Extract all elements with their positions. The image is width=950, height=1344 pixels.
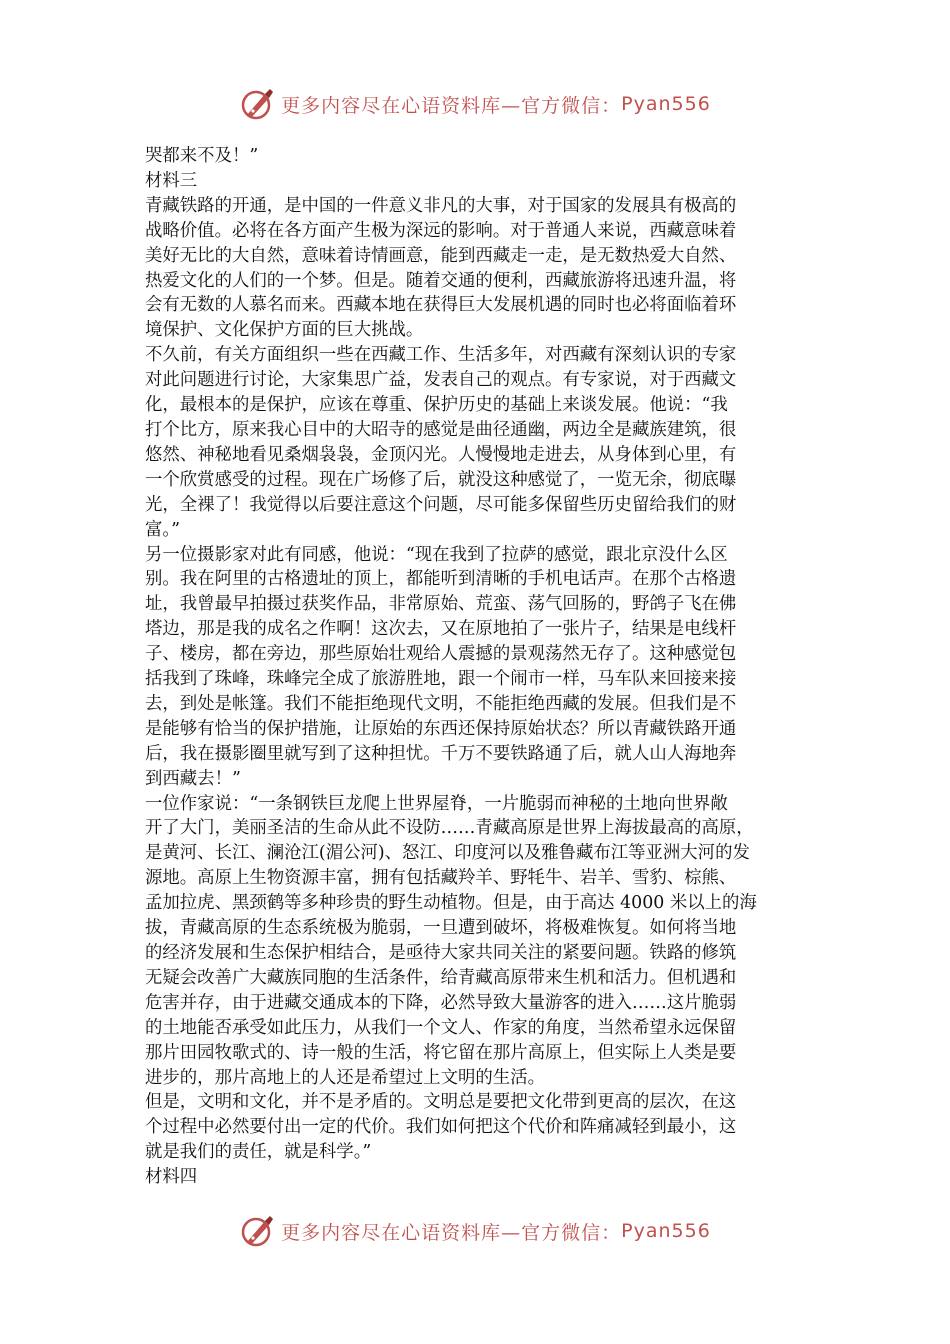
text-line: 热爱文化的人们的一个梦。但是。随着交通的便利，西藏旅游将迅速升温，将 [145, 270, 737, 291]
text-line: 境保护、文化保护方面的巨大挑战。 [145, 320, 424, 341]
footer-banner [0, 1211, 950, 1251]
text-line: 源地。高原上生物资源丰富，拥有包括藏羚羊、野牦牛、岩羊、雪豹、棕熊、 [145, 868, 737, 889]
header-banner [0, 84, 950, 124]
text-line: 塔边，那是我的成名之作啊！这次去，又在原地拍了一张片子，结果是电线杆 [145, 619, 737, 640]
text-line: 个过程中必然要付出一定的代价。我们如何把这个代价和阵痛减轻到最小，这 [145, 1117, 737, 1138]
text-line: 到西藏去！” [145, 768, 241, 789]
banner-text: 更多内容尽在心语资料库—官方微信： [281, 1221, 622, 1244]
wechat-id: Pyan556 [621, 1220, 711, 1242]
text-line: 后，我在摄影圈里就写到了这种担忧。千万不要铁路通了后，就人山人海地奔 [145, 743, 737, 764]
text-line: 进步的，那片高地上的人还是希望过上文明的生活。 [145, 1067, 545, 1088]
text-line: 拔，青藏高原的生态系统极为脆弱，一旦遭到破坏，将极难恢复。如何将当地 [145, 918, 737, 939]
text-line: 材料四 [145, 1167, 198, 1188]
text-line: 孟加拉虎、黑颈鹤等多种珍贵的野生动植物。但是，由于高达 4000 米以上的海 [145, 893, 757, 914]
text-line: 会有无数的人慕名而来。西藏本地在获得巨大发展机遇的同时也必将面临着环 [145, 295, 737, 316]
text-line: 开了大门，美丽圣洁的生命从此不设防……青藏高原是世界上海拔最高的高原， [145, 818, 754, 839]
text-line: 去，到处是帐篷。我们不能拒绝现代文明，不能拒绝西藏的发展。但我们是不 [145, 693, 737, 714]
text-line: 是能够有恰当的保护措施，让原始的东西还保持原始状态？所以青藏铁路开通 [145, 718, 737, 739]
text-line: 的经济发展和生态保护相结合，是亟待大家共同关注的紧要问题。铁路的修筑 [145, 943, 737, 963]
text-line: 打个比方，原来我心目中的大昭寺的感觉是曲径通幽，两边全是藏族建筑，很 [145, 419, 737, 440]
text-line: 括我到了珠峰，珠峰完全成了旅游胜地，跟一个闹市一样，马车队来回接来接 [145, 669, 737, 690]
text-line: 不久前，有关方面组织一些在西藏工作、生活多年，对西藏有深刻认识的专家 [145, 345, 737, 366]
text-line: 子、楼房，都在旁边，那些原始壮观给人震撼的景观荡然无存了。这种感觉包 [145, 644, 737, 665]
text-line: 是黄河、长江、澜沧江(湄公河)、怒江、印度河以及雅鲁藏布江等亚洲大河的发 [145, 843, 750, 864]
text-line: 悠然、神秘地看见桑烟袅袅，金顶闪光。人慢慢地走进去，从身体到心里，有 [145, 444, 737, 465]
text-line: 的土地能否承受如此压力，从我们一个文人、作家的角度，当然希望永远保留 [145, 1017, 737, 1038]
wechat-id: Pyan556 [621, 93, 711, 115]
text-line: 但是，文明和文化，并不是矛盾的。文明总是要把文化带到更高的层次，在这 [145, 1092, 737, 1113]
pen-nib-logo-icon [239, 86, 275, 122]
text-line: 危害并存，由于进藏交通成本的下降，必然导致大量游客的进入……这片脆弱 [145, 992, 737, 1013]
text-line: 哭都来不及！” [145, 146, 259, 166]
banner-text: 更多内容尽在心语资料库—官方微信： [281, 94, 622, 117]
text-line: 那片田园牧歌式的、诗一般的生活，将它留在那片高原上，但实际上人类是要 [145, 1042, 737, 1063]
document-body [145, 144, 815, 1190]
text-line: 对此问题进行讨论，大家集思广益，发表自己的观点。有专家说，对于西藏文 [145, 370, 737, 391]
text-line: 无疑会改善广大藏族同胞的生活条件，给青藏高原带来生机和活力。但机遇和 [145, 967, 737, 988]
text-line: 光，全裸了！我觉得以后要注意这个问题，尽可能多保留些历史留给我们的财 [145, 494, 737, 515]
text-line: 一位作家说：“一条钢铁巨龙爬上世界屋脊，一片脆弱而神秘的土地向世界敞 [145, 793, 728, 814]
text-line: 战略价值。必将在各方面产生极为深远的影响。对于普通人来说，西藏意味着 [145, 220, 737, 241]
text-line: 址，我曾最早拍摄过获奖作品，非常原始、荒蛮、荡气回肠的，野鸽子飞在佛 [145, 594, 737, 615]
pen-nib-logo-icon [239, 1213, 275, 1249]
text-line: 青藏铁路的开通，是中国的一件意义非凡的大事，对于国家的发展具有极高的 [145, 195, 737, 216]
text-line: 别。我在阿里的古格遗址的顶上，都能听到清晰的手机电话声。在那个古格遗 [145, 569, 737, 590]
text-line: 一个欣赏感受的过程。现在广场修了后，就没这种感觉了，一览无余，彻底曝 [145, 469, 737, 490]
text-line: 就是我们的责任，就是科学。” [145, 1142, 372, 1163]
text-line: 另一位摄影家对此有同感，他说：“现在我到了拉萨的感觉，跟北京没什么区 [145, 544, 728, 565]
text-line: 材料三 [145, 170, 198, 191]
text-line: 化，最根本的是保护，应该在尊重、保护历史的基础上来谈发展。他说：“我 [145, 395, 728, 416]
text-line: 美好无比的大自然，意味着诗情画意，能到西藏走一走，是无数热爱大自然、 [145, 245, 737, 266]
text-line: 富。” [145, 519, 180, 540]
